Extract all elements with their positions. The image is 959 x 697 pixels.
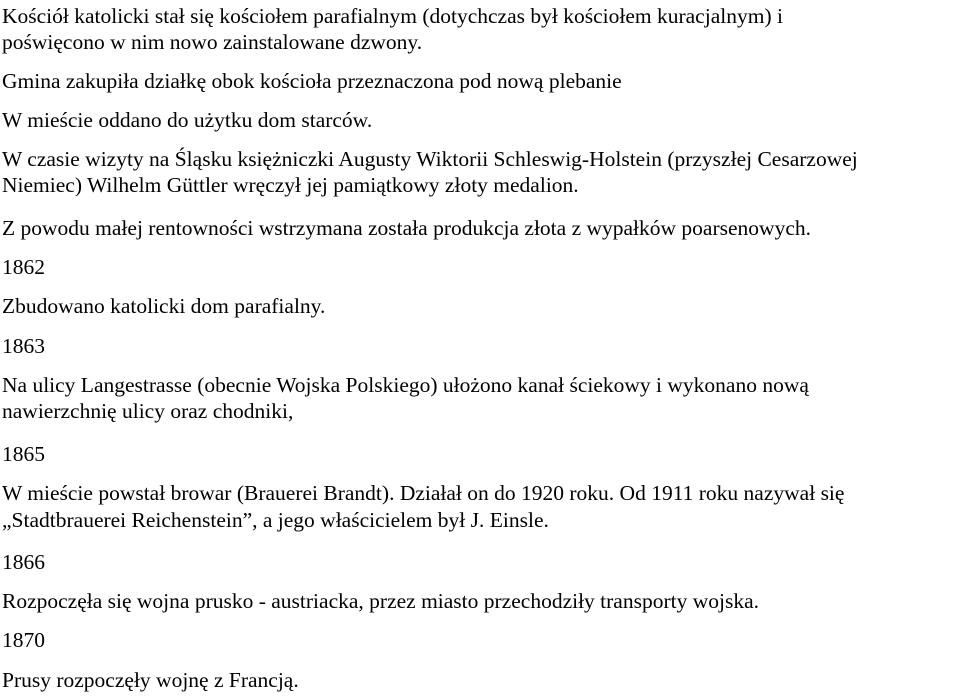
paragraph-line: Kościół katolicki stał się kościołem parafialnym (dotychczas był kościołem kuracjalnym) i xyxy=(2,4,783,28)
paragraph-line: Zbudowano katolicki dom parafialny. xyxy=(2,294,326,318)
paragraph-line: Gmina zakupiła działkę obok kościoła przeznaczona pod nową plebanie xyxy=(2,69,622,93)
paragraph-line: Na ulicy Langestrasse (obecnie Wojska Polskiego) ułożono kanał ściekowy i wykonano nową xyxy=(2,373,809,397)
paragraph-line: „Stadtbrauerei Reichenstein”, a jego właścicielem był J. Einsle. xyxy=(2,508,549,532)
paragraph-line: W mieście powstał browar (Brauerei Brandt). Działał on do 1920 roku. Od 1911 roku nazywał się xyxy=(2,481,845,505)
year-heading: 1870 xyxy=(2,628,45,652)
paragraph-line: poświęcono w nim nowo zainstalowane dzwony. xyxy=(2,30,423,54)
year-heading: 1865 xyxy=(2,442,45,466)
paragraph-line: nawierzchnię ulicy oraz chodniki, xyxy=(2,399,294,423)
paragraph-line: Z powodu małej rentowności wstrzymana została produkcja złota z wypałków poarsenowych. xyxy=(2,216,811,240)
paragraph-line: Rozpoczęła się wojna prusko - austriacka, przez miasto przechodziły transporty wojska. xyxy=(2,589,760,613)
year-heading: 1862 xyxy=(2,255,45,279)
paragraph-line: W mieście oddano do użytku dom starców. xyxy=(2,108,373,132)
year-heading: 1863 xyxy=(2,334,45,358)
paragraph-line: Niemiec) Wilhelm Güttler wręczył jej pamiątkowy złoty medalion. xyxy=(2,173,579,197)
paragraph-line: W czasie wizyty na Śląsku księżniczki Augusty Wiktorii Schleswig-Holstein (przyszłej Cesarzowej xyxy=(2,147,858,171)
paragraph-line: Prusy rozpoczęły wojnę z Francją. xyxy=(2,668,299,692)
year-heading: 1866 xyxy=(2,550,45,574)
